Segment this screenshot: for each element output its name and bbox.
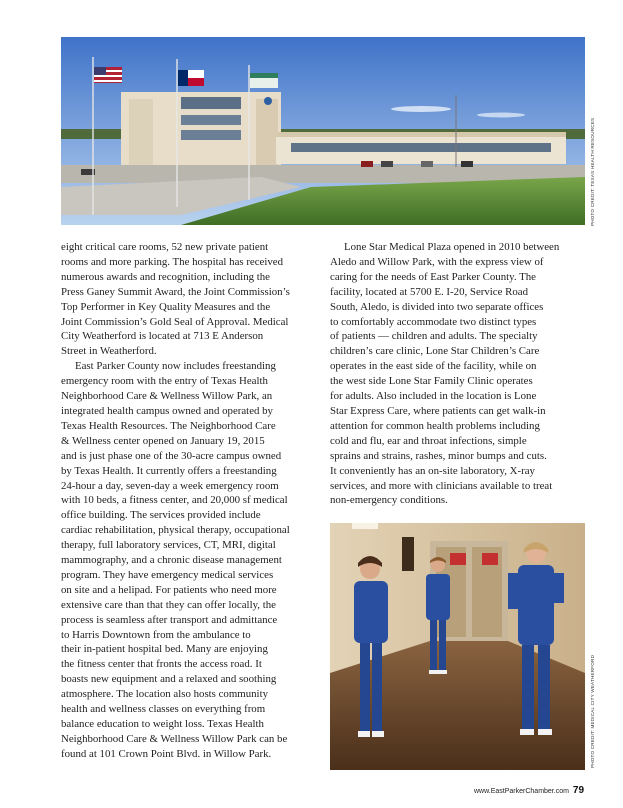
text-line-content: emergency room with the entry of Texas Health bbox=[61, 375, 268, 388]
text-line bbox=[61, 583, 316, 598]
text-line bbox=[61, 315, 316, 330]
text-line bbox=[61, 404, 316, 419]
text-line bbox=[61, 300, 316, 315]
text-line-content: non-emergency conditions. bbox=[330, 494, 448, 507]
text-line bbox=[61, 657, 316, 672]
text-line bbox=[330, 404, 586, 419]
hospital-exterior-photo bbox=[61, 37, 585, 225]
text-line-content: mammography, and a chronic disease management bbox=[61, 554, 282, 567]
text-line-content: services, and more with clinicians available to treat bbox=[330, 479, 553, 492]
text-line bbox=[61, 642, 316, 657]
text-line bbox=[61, 553, 316, 568]
text-line bbox=[330, 255, 586, 270]
text-line bbox=[330, 449, 586, 464]
left-text-column bbox=[61, 240, 316, 762]
text-line bbox=[61, 240, 316, 255]
text-line bbox=[61, 493, 316, 508]
text-line-content: office building. The services provided include bbox=[61, 509, 261, 522]
text-line-content: integrated health campus owned and operated by bbox=[61, 404, 273, 417]
text-line bbox=[330, 464, 586, 479]
text-line-content: Top Performer in Key Quality Measures and the bbox=[61, 300, 271, 313]
text-line-content: boasts new equipment and a relaxed and soothing bbox=[61, 673, 277, 686]
text-line bbox=[330, 329, 586, 344]
text-line-content: the west side Lone Star Family Clinic operates bbox=[330, 375, 533, 388]
text-line-content: numerous awards and recognition, including the bbox=[61, 270, 270, 283]
text-line bbox=[61, 374, 316, 389]
text-line bbox=[330, 419, 586, 434]
text-line-content: Neighborhood Care & Wellness Willow Park can be bbox=[61, 732, 288, 745]
text-line bbox=[61, 329, 316, 344]
text-line bbox=[330, 479, 586, 494]
page-footer bbox=[474, 780, 584, 798]
text-line-content: to comfortably accommodate two distinct types bbox=[330, 315, 537, 328]
hospital-photo-illustration bbox=[61, 37, 585, 225]
text-line-content: of patients — children and adults. The specialty bbox=[330, 330, 538, 343]
text-line-content: attention for common health problems including bbox=[330, 419, 540, 432]
text-line-content: extensive care than that they can offer locally, the bbox=[61, 598, 276, 611]
text-line bbox=[61, 747, 316, 762]
text-line-content: cardiac rehabilitation, physical therapy, occupational bbox=[61, 524, 290, 537]
text-line-content: East Parker County now includes freestanding bbox=[75, 360, 276, 373]
text-line-content: children’s care clinic, Lone Star Children’s Care bbox=[330, 345, 540, 358]
text-line bbox=[61, 538, 316, 553]
text-line-content: for adults. Also included in the location is Lone bbox=[330, 390, 537, 403]
text-line-content: City Weatherford is located at 713 E Anderson bbox=[61, 330, 264, 343]
text-line-content: their in-patient hospital bed. Many are enjoying bbox=[61, 643, 268, 656]
text-line-content: balance education to weight loss. Texas Health bbox=[61, 718, 264, 730]
text-line bbox=[61, 687, 316, 702]
text-line-content: health and wellness classes on everything from bbox=[61, 703, 266, 716]
text-line-content: atmosphere. The location also hosts community bbox=[61, 688, 269, 701]
text-line-content: on site and a helipad. For patients who need more bbox=[61, 583, 277, 596]
text-line-content: facility, located at 5700 E. I-20, Service Road bbox=[330, 285, 529, 298]
text-line-content: with 10 beds, a fitness center, and 20,000 sf medical bbox=[61, 494, 288, 507]
text-line-content: sprains and strains, rashes, minor bumps and cuts. bbox=[330, 449, 547, 462]
text-line bbox=[61, 523, 316, 538]
text-line bbox=[61, 672, 316, 687]
text-line-content: South, Aledo, is divided into two separate offices bbox=[330, 300, 544, 313]
text-line bbox=[61, 702, 316, 717]
text-line bbox=[61, 628, 316, 643]
text-line bbox=[330, 315, 586, 330]
text-line-content: Star Express Care, where patients can get walk-in bbox=[330, 404, 546, 417]
text-line-content: Texas Health Resources. The Neighborhood Care bbox=[61, 419, 276, 432]
text-line bbox=[61, 434, 316, 449]
text-line bbox=[330, 493, 586, 508]
text-line-content: cold and flu, ear and throat infections, simple bbox=[330, 434, 527, 447]
text-line bbox=[330, 359, 586, 374]
text-line-content: therapy, full laboratory services, CT, MRI, digital bbox=[61, 539, 276, 552]
text-line bbox=[330, 285, 586, 300]
text-line bbox=[61, 732, 316, 747]
text-line-content: eight critical care rooms, 52 new private patient bbox=[61, 241, 269, 253]
clinicians-photo bbox=[330, 523, 585, 770]
text-line-content: rooms and more parking. The hospital has received bbox=[61, 255, 284, 268]
text-line bbox=[61, 508, 316, 523]
text-line-content: Aledo and Willow Park, with the express view of bbox=[330, 255, 544, 268]
text-line-content: caring for the needs of East Parker County. The bbox=[330, 270, 536, 283]
text-line bbox=[61, 464, 316, 479]
text-line-content: Neighborhood Care & Wellness Willow Park, an bbox=[61, 390, 273, 403]
text-line bbox=[61, 359, 316, 374]
text-line bbox=[61, 598, 316, 613]
text-line-content: program. They have emergency medical services bbox=[61, 568, 274, 581]
text-line-content: & Wellness center opened on January 19, 2015 bbox=[61, 434, 265, 447]
text-line bbox=[61, 568, 316, 583]
text-line-content: Street in Weatherford. bbox=[61, 345, 157, 358]
text-line bbox=[61, 344, 316, 359]
text-line bbox=[61, 449, 316, 464]
text-line-content: found at 101 Crown Point Blvd. in Willow Park. bbox=[61, 747, 272, 760]
text-line-content: to Harris Downtown from the ambulance to bbox=[61, 628, 251, 641]
text-line bbox=[330, 374, 586, 389]
text-line bbox=[330, 240, 586, 255]
footer-url[interactable]: www.EastParkerChamber.com bbox=[474, 788, 569, 795]
text-line bbox=[61, 285, 316, 300]
text-line bbox=[330, 434, 586, 449]
text-line bbox=[61, 613, 316, 628]
top-photo-credit: PHOTO CREDIT: TEXAS HEALTH RESOURCES bbox=[590, 117, 595, 226]
text-line bbox=[330, 300, 586, 315]
text-line bbox=[61, 270, 316, 285]
text-line bbox=[61, 419, 316, 434]
text-line bbox=[330, 344, 586, 359]
text-line-content: It conveniently has an on-site laboratory, X-ray bbox=[330, 464, 535, 477]
text-line bbox=[61, 389, 316, 404]
text-line-content: Lone Star Medical Plaza opened in 2010 between bbox=[344, 241, 560, 253]
text-line-content: and is just phase one of the 30-acre campus owned bbox=[61, 449, 282, 462]
text-line-content: Joint Commission’s Gold Seal of Approval. Medical bbox=[61, 315, 289, 328]
text-line-content: the fitness center that fronts the access road. It bbox=[61, 658, 262, 671]
page-number: 79 bbox=[572, 785, 585, 796]
text-line-content: by Texas Health. It currently offers a freestanding bbox=[61, 464, 277, 477]
right-text-column bbox=[330, 240, 586, 508]
text-line-content: Press Ganey Summit Award, the Joint Commission’s bbox=[61, 285, 290, 298]
bottom-photo-credit: PHOTO CREDIT: MEDICAL CITY WEATHERFORD bbox=[590, 654, 595, 768]
text-line-content: process is seamless after transport and admittance bbox=[61, 613, 278, 626]
text-line bbox=[61, 479, 316, 494]
text-line-content: operates in the east side of the facility, while on bbox=[330, 360, 537, 373]
clinicians-photo-illustration bbox=[330, 523, 585, 770]
text-line bbox=[330, 270, 586, 285]
text-line bbox=[61, 717, 316, 732]
text-line bbox=[330, 389, 586, 404]
text-line bbox=[61, 255, 316, 270]
text-line-content: 24-hour a day, seven-day a week emergency room bbox=[61, 479, 279, 492]
